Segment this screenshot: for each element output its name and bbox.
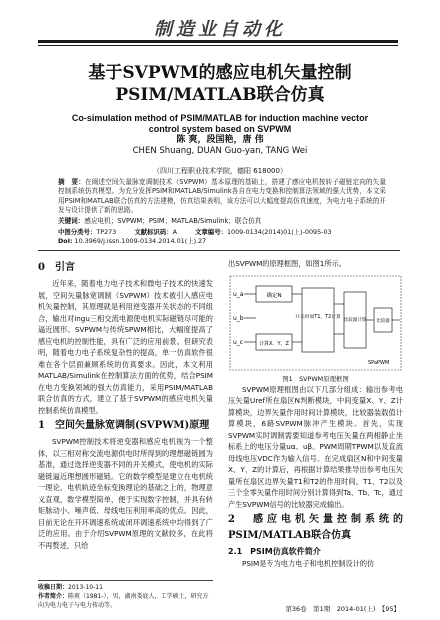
block-sector-n-label: 确定N — [266, 292, 282, 299]
title-line-2: PSIM/MATLAB联合仿真 — [115, 85, 325, 105]
header-rule-thin — [38, 45, 398, 46]
journal-header — [0, 0, 440, 50]
keywords — [58, 217, 386, 226]
keywords-text: 感应电机；SVPWM；PSIM；MATLAB/Simulink；联合仿真 — [84, 217, 262, 225]
abstract — [58, 178, 386, 216]
section-1-paragraph: SVPWM控制技术将逆变器和感应电机视为一个整体，以三相对称交流电源供电时所得到的理想磁链圆为基准，通过选择逆变器不同的开关模式，使电机的实际磁链逼近理想圆形磁链。它的数学模型是建立在电机统一理论、电机轨迹坐标变换理论的基础之上的，物理意义直观，数学模型简单，便于实现数字控制，并具有转矩脉动小、噪声低、母线电压利用率高的优点。因此，目前无论在开环调速系统或闭环调速系统中均得到了广泛的应用。由于介绍SVPWM原理的文献较多，在此将不再赘述，只给 — [38, 437, 213, 550]
article-no-label: 文章编号： — [195, 228, 227, 236]
section-2-1-title: 2.1 PSIM仿真软件简介 — [228, 547, 321, 556]
right-column — [228, 258, 403, 570]
keywords-label: 关键词： — [58, 217, 85, 225]
figure-1-caption: 图1 SVPWM原理框图 — [282, 374, 349, 383]
abstract-text: 在阐述空间矢量脉宽调制技术（SVPWM）基本原理的基础上，搭建了感应电机按转子磁链定向的矢量控制系统仿真模型。为充分发挥PSIM和MATLAB/Simulink各自在电力变换和控制算法领域的强大优势，本文采用PSIM和MATLAB联合仿真的方法建模，仿真结果表明，该方法可以大幅度提高仿真速度，为电力电子系统的开发与设计提供了新的思路。 — [58, 178, 386, 215]
doc-code-label: 文献标识码： — [134, 228, 173, 236]
input-label-c: u_c — [233, 338, 244, 346]
article-meta — [58, 228, 386, 246]
block-compare-calc-label: 比较器计算 — [343, 317, 367, 323]
block-comparator-label: 比较器 — [376, 318, 390, 324]
journal-name: 制造业自动化 — [154, 19, 286, 40]
right-paragraph-1: SVPWM原理框图由以下几部分组成：输出参考电压矢量Uref所在扇区N判断模块，中间变量X、Y、Z计算模块，边界矢量作用时间计算模块，比较器装载值计算模块，6路SVPWM脉冲产生模块。首先，实现SVPWM实时调制需要知道参考电压矢量在两相静止坐标系上的电压分量uα、uβ。PWM周期TPWM以及直流母线电压VDC作为输入信号。在完成扇区N和中间变量X、Y、Z的计算后，再根据计算结果推导出参考电压矢量所在扇区边界矢量T1和T2的作用时间，T1、T2以及三个全零矢量作用时间分别计算得到Ta、Tb、Tc，通过产生SVPWM信号的比较器完成输出。 — [228, 384, 403, 509]
affiliation: （四川工程职业技术学院，德阳 618000） — [153, 167, 287, 175]
section-2-1-paragraph: PSIM是专为电力电子和电机控制设计的仿 — [242, 559, 375, 568]
left-column — [38, 258, 213, 551]
block-switch-time-label: 开关时间T1、T2计算 — [295, 314, 341, 320]
clc-value: TP273 — [96, 228, 117, 236]
author-bio-label: 作者简介： — [38, 593, 69, 600]
block-switch-time — [302, 288, 334, 352]
english-title — [30, 113, 410, 135]
en-title-line-2: control system based on SVPWM — [148, 124, 292, 134]
input-label-b: u_b — [233, 314, 244, 322]
article-no-value: 1009-0134(2014)01(上)-0095-03 — [226, 228, 332, 236]
en-title-line-1: Co-simulation method of PSIM/MATLAB for induction machine vector — [71, 113, 369, 123]
section-2-title: 2 感应电机矢量控制系统的PSIM/MATLAB联合仿真 — [228, 514, 403, 541]
authors-cn: 陈 爽，段国艳，唐 伟 — [176, 135, 264, 145]
clc-label: 中图分类号： — [58, 228, 97, 236]
output-label: SPaPWM — [368, 359, 390, 366]
author-bio: 陈爽（1981-），男，湖南娄底人，工学硕士，研究方向为电力电子与电力传动等。 — [38, 593, 209, 609]
authors-en: CHEN Shuang, DUAN Guo-yan, TANG Wei — [132, 146, 308, 156]
received-date: 2013-10-11 — [68, 584, 103, 591]
figure-1 — [228, 274, 403, 372]
received-label: 收稿日期： — [38, 584, 69, 591]
section-1-title: 1 空间矢量脉宽调制(SVPWM)原理 — [38, 420, 210, 431]
section-0-paragraph: 近年来，随着电力电子技术和微电子技术的快速发展，空间矢量脉宽调制（SVPWM）技术被引入感应电机矢量控制，其原理就是利用逆变器开关状态的不同组合，输出对ingu三相交流电源使电机实际磁链尽可能的逼近圆形。SVPWM与传统SPWM相比，大幅度提高了感应电机的控制性能，具有广泛的应用前景。但研究表明，随着电力电子系统复杂性的提高，单一仿真软件很难在各个层面兼顾系统的仿真要求。因此，本文利用MATLAB/Simulink在控制算法方面的优势，结合PSIM在电力变换领域的强大仿真能力，采用PSIM/MATLAB联合仿真的方式，建立了基于SVPWM的感应电机矢量控制系统仿真模型。 — [38, 279, 213, 415]
right-paragraph-0: 出SVPWM的原理框图，如图1所示。 — [228, 259, 346, 268]
header-rule — [38, 40, 398, 43]
page-footer: 第36卷 第1期 2014-01(上) 【95】 — [285, 605, 400, 613]
doi-label: Doi: — [58, 237, 73, 245]
title-line-1: 基于SVPWM的感应电机矢量控制 — [88, 63, 352, 83]
input-label-a: u_a — [233, 290, 244, 298]
abstract-label: 摘 要： — [58, 178, 85, 186]
authors — [0, 135, 440, 157]
doc-code-value: A — [172, 228, 178, 236]
svpwm-block-diagram — [228, 274, 403, 372]
abstract-divider — [38, 250, 400, 251]
paper-title — [0, 62, 440, 106]
block-xyz-label: 计算X、Y、Z — [259, 340, 289, 347]
section-0-title: 0 引言 — [38, 262, 75, 273]
doi-value: 10.3969/j.issn.1009-0134.2014.01(上).27 — [74, 237, 207, 245]
